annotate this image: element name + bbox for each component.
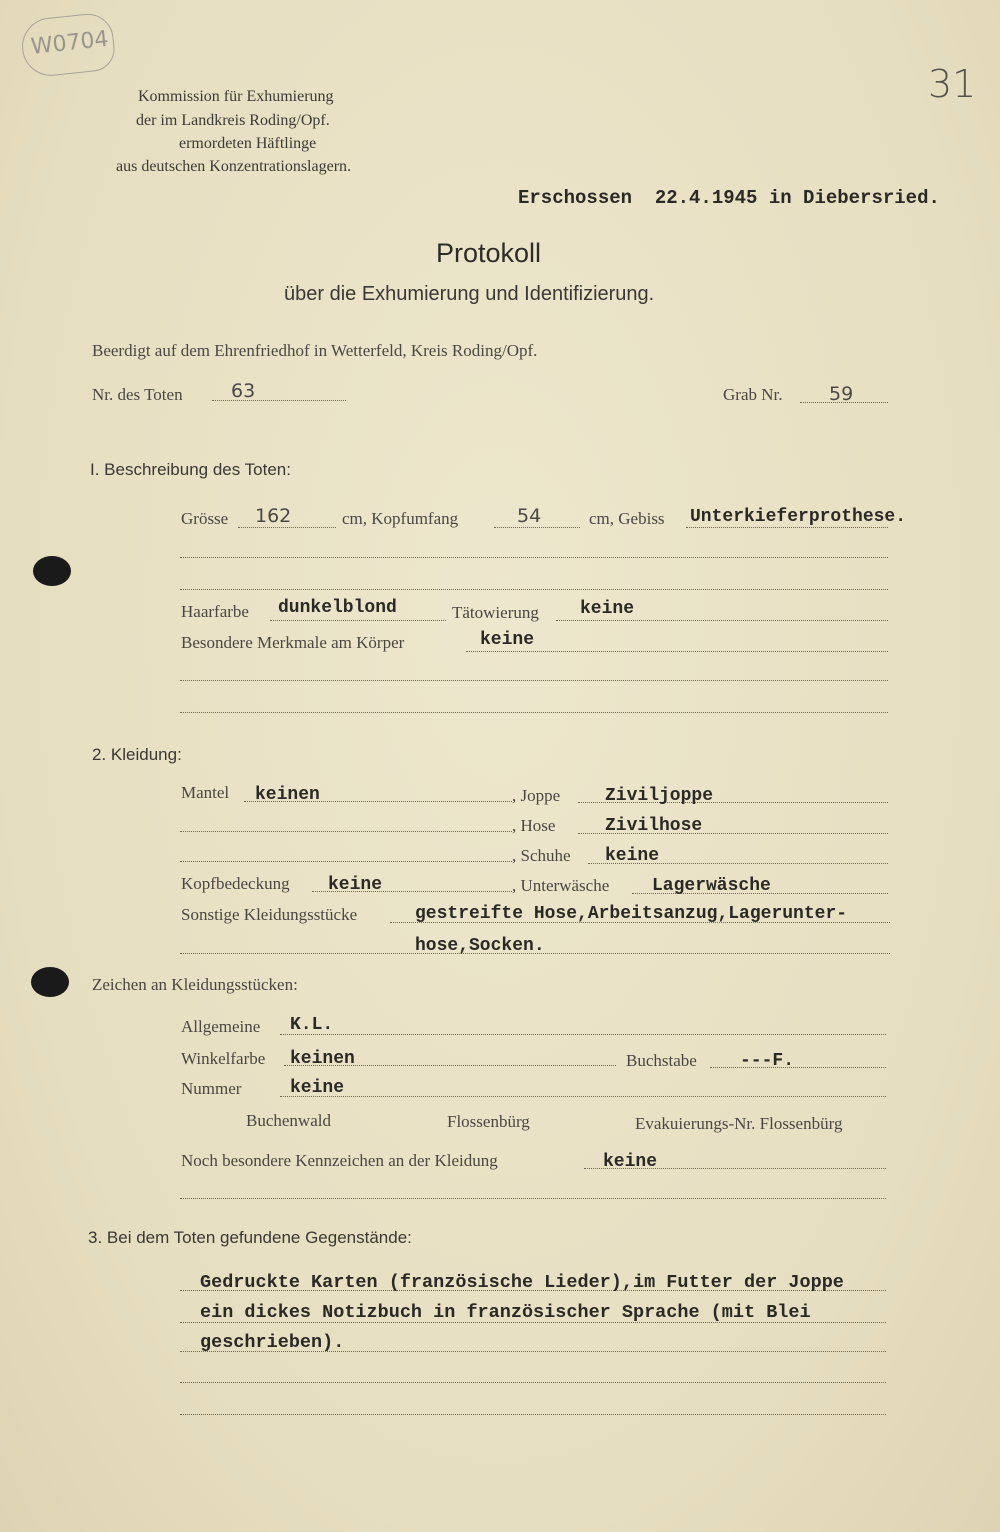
hair-color-label: Haarfarbe [181,602,249,621]
section-3-heading: 3. Bei dem Toten gefundene Gegenstände: [88,1228,412,1247]
page-title: Protokoll [436,238,542,268]
head-size-value: 54 [517,505,542,527]
punch-hole-bottom [31,967,69,997]
found-items-line-3: geschrieben). [200,1332,345,1353]
special-marks-value: keine [603,1152,658,1172]
shoes-value: keine [605,846,660,866]
camp-buchenwald: Buchenwald [246,1111,331,1130]
other-clothing-value-2: hose,Socken. [415,936,545,956]
archive-stamp-text: W0704 [29,26,110,60]
burial-location: Beerdigt auf dem Ehrenfriedhof in Wetterfeld, Kreis Roding/Opf. [92,341,538,360]
trousers-value: Zivilhose [605,816,703,836]
underwear-label: , Unterwäsche [512,876,610,895]
other-clothing-label: Sonstige Kleidungsstücke [181,905,358,924]
clothing-marks-heading: Zeichen an Kleidungsstücken: [92,975,298,994]
letter-label: Buchstabe [626,1051,697,1070]
section-2-heading: 2. Kleidung: [92,745,182,764]
number-label: Nummer [181,1079,242,1098]
underwear-value: Lagerwäsche [652,876,771,896]
body-marks-label: Besondere Merkmale am Körper [181,633,405,652]
found-items-line-1: Gedruckte Karten (französische Lieder),im Futter der Joppe [200,1272,844,1293]
dead-number-value: 63 [231,380,256,402]
grave-number-label: Grab Nr. [723,385,783,404]
other-clothing-value-1: gestreifte Hose,Arbeitsanzug,Lagerunter- [415,904,848,924]
dead-number-label: Nr. des Toten [92,385,183,404]
coat-value: keinen [255,785,320,805]
coat-label: Mantel [181,783,230,802]
tattoo-value: keine [580,599,635,619]
archive-stamp [19,11,117,78]
shoes-label: , Schuhe [512,846,571,865]
evacuation-label: Evakuierungs-Nr. Flossenbürg [635,1114,843,1133]
section-1-heading: I. Beschreibung des Toten: [90,460,291,479]
angle-color-value: keinen [290,1049,355,1069]
teeth-value: Unterkieferprothese. [690,507,907,527]
headwear-value: keine [328,875,383,895]
tattoo-label: Tätowierung [452,603,539,622]
punch-hole-top [33,556,71,586]
angle-color-label: Winkelfarbe [181,1049,266,1068]
execution-note: Erschossen 22.4.1945 in Diebersried. [518,187,940,209]
page-subtitle: über die Exhumierung und Identifizierung. [284,283,655,305]
commission-line-4: aus deutschen Konzentrationslagern. [116,158,352,175]
commission-line-3: ermordeten Häftlinge [179,135,317,152]
letter-value: ---F. [740,1051,795,1071]
jacket-value: Ziviljoppe [605,786,714,806]
number-value: keine [290,1078,345,1098]
jacket-label: , Joppe [512,786,561,805]
page-number: 31 [928,62,977,106]
camp-flossenbuerg: Flossenbürg [447,1112,530,1131]
grave-number-value: 59 [829,383,854,405]
head-size-label: cm, Kopfumfang [342,509,459,528]
general-label: Allgemeine [181,1017,261,1036]
hair-color-value: dunkelblond [278,598,397,618]
body-marks-value: keine [480,630,535,650]
found-items-line-2: ein dickes Notizbuch in französischer Sprache (mit Blei [200,1302,811,1323]
general-value: K.L. [290,1015,334,1035]
special-marks-label: Noch besondere Kennzeichen an der Kleidung [181,1151,498,1170]
teeth-label: cm, Gebiss [589,509,665,528]
commission-line-2: der im Landkreis Roding/Opf. [136,112,330,129]
trousers-label: , Hose [512,816,556,835]
size-value: 162 [255,505,292,527]
commission-line-1: Kommission für Exhumierung [138,88,334,105]
size-label: Grösse [181,509,229,528]
headwear-label: Kopfbedeckung [181,874,290,893]
